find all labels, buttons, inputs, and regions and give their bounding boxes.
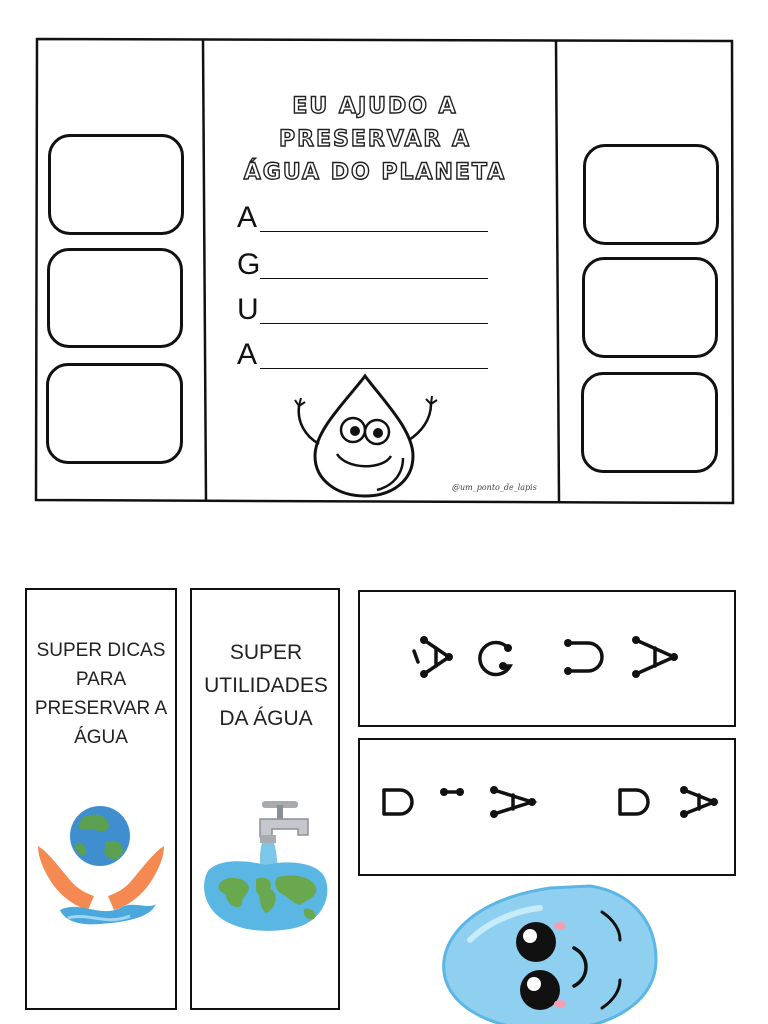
agua-letters — [358, 590, 736, 727]
acrostic-letter-a2: A — [237, 338, 258, 371]
left-box-3[interactable] — [46, 363, 183, 464]
left-box-1[interactable] — [48, 134, 184, 235]
acrostic-line-1[interactable] — [260, 231, 488, 232]
credit-text: @um_ponto_de_lapis — [452, 483, 537, 492]
right-box-1[interactable] — [583, 144, 719, 245]
right-box-3[interactable] — [581, 372, 718, 473]
hands-earth-icon — [30, 800, 175, 945]
utilities-strip-text: SUPER UTILIDADES DA ÁGUA — [204, 641, 328, 730]
acrostic-letter-g: G — [237, 248, 261, 281]
acrostic-line-3[interactable] — [260, 323, 488, 324]
faucet-earth-icon — [200, 795, 335, 940]
title-line-1: EU AJUDO A — [292, 94, 458, 119]
blue-droplet-mascot-icon — [430, 880, 670, 1024]
acrostic-line-2[interactable] — [260, 278, 488, 279]
page-title — [210, 90, 540, 189]
tips-strip-text: SUPER DICAS PARA PRESERVAR A ÁGUA — [34, 640, 168, 748]
left-box-2[interactable] — [47, 248, 183, 348]
droplet-mascot-icon — [285, 370, 445, 502]
acrostic-letter-u: U — [237, 293, 259, 326]
title-line-3: ÁGUA DO PLANETA — [243, 160, 507, 185]
acrostic-line-4[interactable] — [260, 368, 488, 369]
right-box-2[interactable] — [582, 257, 718, 358]
acrostic-letter-a1: A — [237, 201, 258, 234]
title-line-2: PRESERVAR A — [278, 127, 472, 152]
dia-da-letters — [358, 738, 736, 876]
